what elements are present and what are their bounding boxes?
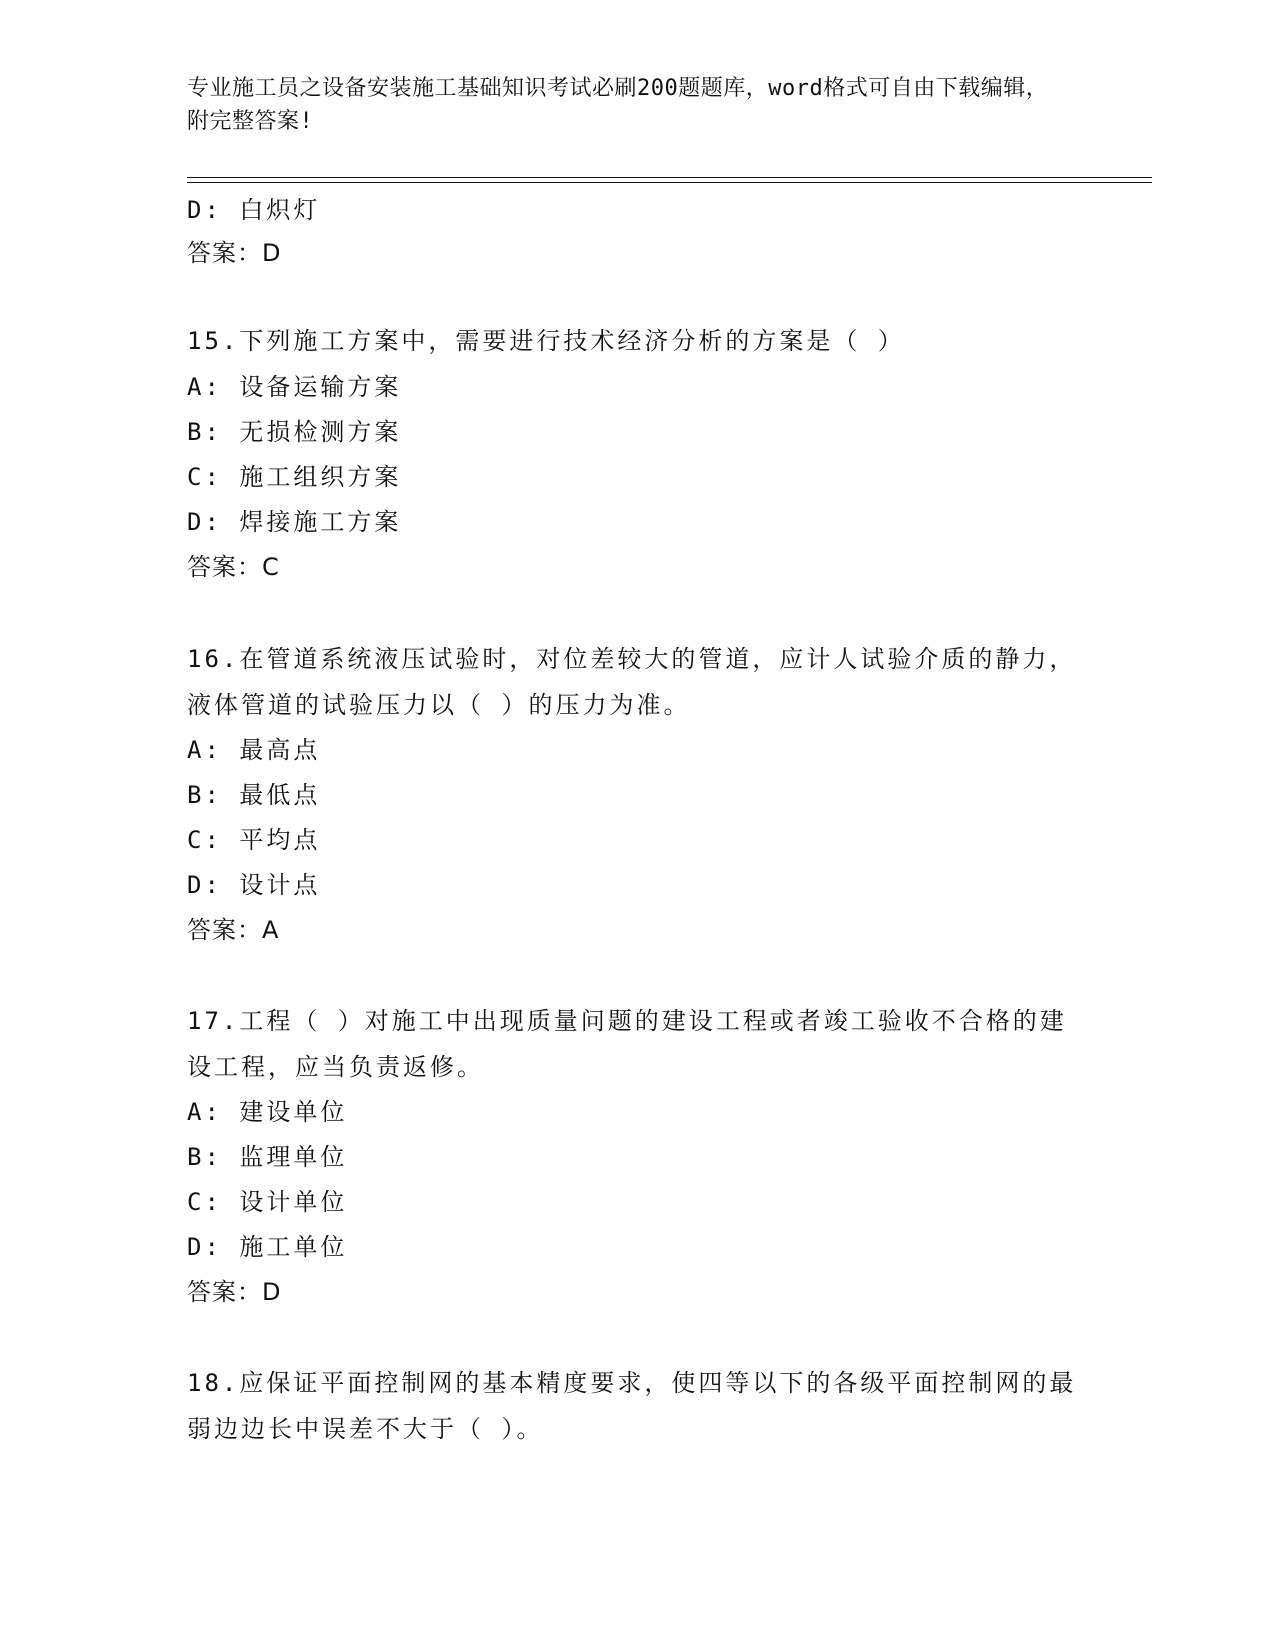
q16-option-b: B: 最低点 <box>187 781 321 809</box>
header-divider-bottom <box>187 182 1152 183</box>
q15-option-d: D: 焊接施工方案 <box>187 508 402 536</box>
question-16-text: 16.在管道系统液压试验时，对位差较大的管道，应计人试验介质的静力，液体管道的试验压力以（ ）的压力为准。 <box>187 645 1077 719</box>
question-15-text: 15.下列施工方案中，需要进行技术经济分析的方案是（ ） <box>187 327 905 355</box>
q17-option-c: C: 设计单位 <box>187 1188 348 1216</box>
q16-option-c: C: 平均点 <box>187 826 321 854</box>
q17-option-a: A: 建设单位 <box>187 1098 348 1126</box>
q15-option-b: B: 无损检测方案 <box>187 418 402 446</box>
prev-answer: 答案：D <box>187 239 282 267</box>
q15-option-a: A: 设备运输方案 <box>187 373 402 401</box>
q16-answer: 答案：A <box>187 916 280 944</box>
document-header: 专业施工员之设备安装施工基础知识考试必刷200题题库，word格式可自由下载编辑，附完整答案! <box>187 76 1049 134</box>
q17-option-b: B: 监理单位 <box>187 1143 348 1171</box>
q16-option-a: A: 最高点 <box>187 736 321 764</box>
q17-answer: 答案：D <box>187 1278 282 1306</box>
header-divider-top <box>187 177 1152 178</box>
question-17-text: 17.工程（ ）对施工中出现质量问题的建设工程或者竣工验收不合格的建设工程，应当负责返修。 <box>187 1007 1067 1081</box>
q15-answer: 答案：C <box>187 553 280 581</box>
prev-option-d: D: 白炽灯 <box>187 196 321 224</box>
q17-option-d: D: 施工单位 <box>187 1233 348 1261</box>
q16-option-d: D: 设计点 <box>187 871 321 899</box>
q15-option-c: C: 施工组织方案 <box>187 463 402 491</box>
question-18-text: 18.应保证平面控制网的基本精度要求，使四等以下的各级平面控制网的最弱边边长中误差不大于（ ）。 <box>187 1369 1077 1443</box>
